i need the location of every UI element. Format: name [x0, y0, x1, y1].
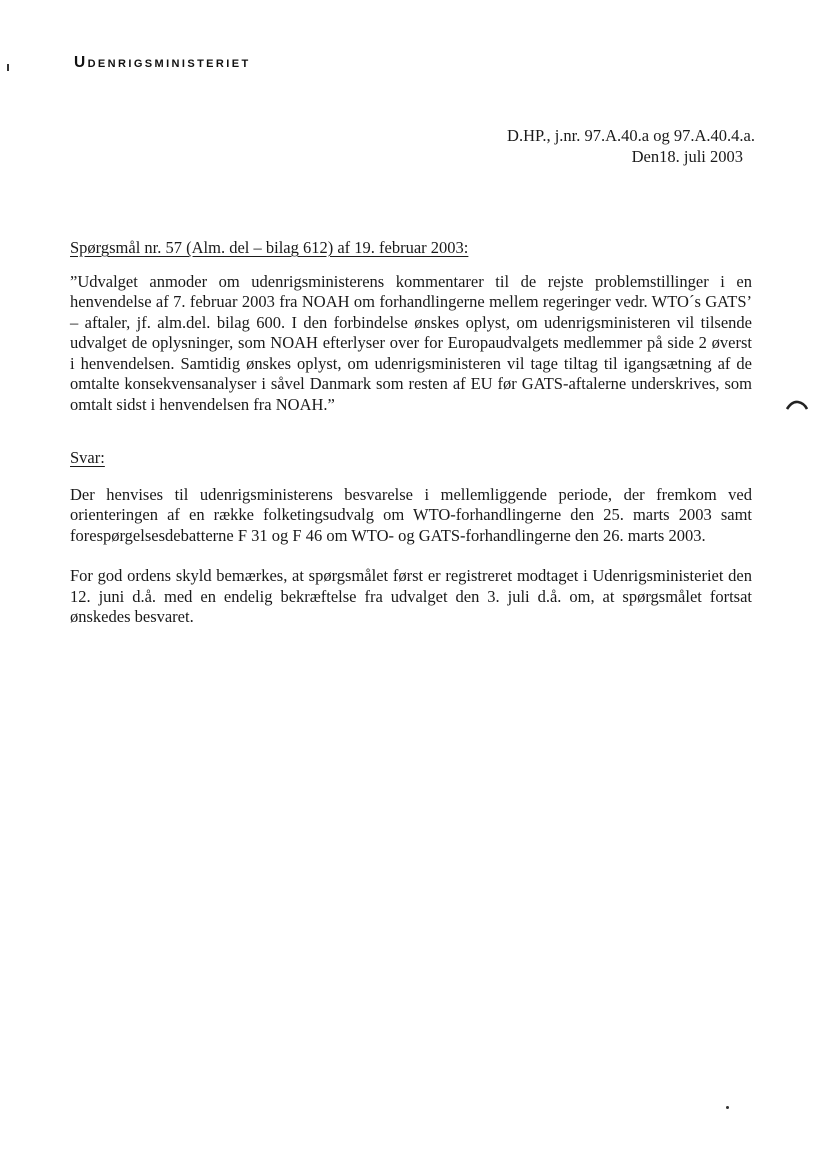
answer-heading: Svar: — [70, 448, 105, 467]
journal-number: D.HP., j.nr. 97.A.40.a og 97.A.40.4.a. — [507, 126, 755, 145]
reference-block — [507, 125, 755, 167]
spacer — [70, 415, 752, 448]
question-heading: Spørgsmål nr. 57 (Alm. del – bilag 612) af 19. februar 2003: — [70, 238, 469, 257]
letter-date: Den18. juli 2003 — [631, 147, 743, 166]
scan-margin-mark — [7, 64, 9, 71]
hole-punch-mark-icon — [786, 400, 808, 410]
answer-paragraph-2: For god ordens skyld bemærkes, at spørgsmålet først er registreret modtaget i Udenrigsministeriet den 12. juni d.å. med en endelig bekræftelse fra udvalget den 3. juli d.å. om, at spørgsmålet fortsat ønskedes besvaret. — [70, 566, 752, 626]
ministry-letterhead: Udenrigsministeriet — [74, 54, 251, 71]
answer-paragraph-1: Der henvises til udenrigsministerens besvarelse i mellemliggende periode, der fremkom ved orienteringen af en række folketingsudvalg om WTO-forhandlingerne den 25. marts 2003 samt forespørgelsesdebatterne F 31 og F 46 om WTO- og GATS-forhandlingerne den 26. marts 2003. — [70, 484, 752, 545]
question-text: ”Udvalget anmoder om udenrigsministerens kommentarer til de rejste problemstillinger i en henvendelse af 7. februar 2003 fra NOAH om forhandlingerne mellem regeringer vedr. WTO´s GATS’ – aftaler, jf. alm.del. bilag 600. I den forbindelse ønskes oplyst, om udenrigsministeren vil tilsende udvalget de oplysninger, som NOAH efterlyser over for Europaudvalgets medlemmer på side 2 øverst i henvendelsen. Samtidig ønskes oplyst, om udenrigsministeren vil tage tiltag til igangsætning af de omtalte konsekvensanalyser i såvel Danmark som resten af EU før GATS-aftalerne underskrives, som omtalt sidst i henvendelsen fra NOAH.” — [70, 271, 752, 414]
spacer — [70, 546, 752, 566]
scan-speck — [726, 1106, 729, 1109]
letter-body — [70, 238, 752, 628]
